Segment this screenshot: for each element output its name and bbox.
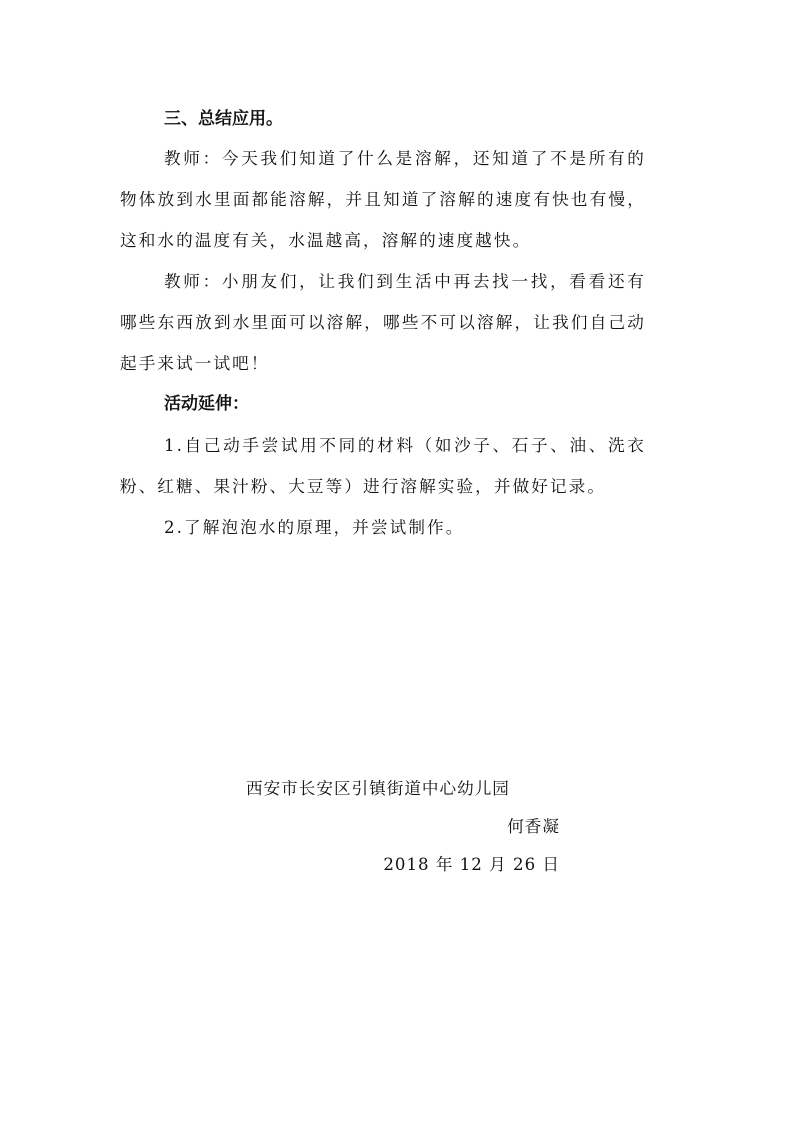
section-heading: 三、总结应用。 (164, 109, 283, 129)
signature-author: 何香凝 (507, 817, 560, 836)
signature-organization: 西安市长安区引镇街道中心幼儿园 (246, 779, 510, 798)
extension-heading: 活动延伸： (164, 394, 249, 414)
document-body (120, 100, 646, 548)
paragraph-teacher-summary: 教师：今天我们知道了什么是溶解，还知道了不是所有的物体放到水里面都能溶解，并且知道了溶解的速度有快也有慢，这和水的温度有关，水温越高，溶解的速度越快。 (120, 149, 646, 250)
extension-item-1: 1.自己动手尝试用不同的材料（如沙子、石子、油、洗衣粉、红糖、果汁粉、大豆等）进行溶解实验，并做好记录。 (120, 436, 646, 496)
extension-item-2: 2.了解泡泡水的原理，并尝试制作。 (164, 518, 465, 537)
signature-block (120, 770, 560, 884)
paragraph-teacher-invitation: 教师：小朋友们，让我们到生活中再去找一找，看看还有哪些东西放到水里面可以溶解，哪些不可以溶解，让我们自己动起手来试一试吧！ (120, 272, 646, 373)
signature-date: 2018 年 12 月 26 日 (383, 855, 560, 874)
